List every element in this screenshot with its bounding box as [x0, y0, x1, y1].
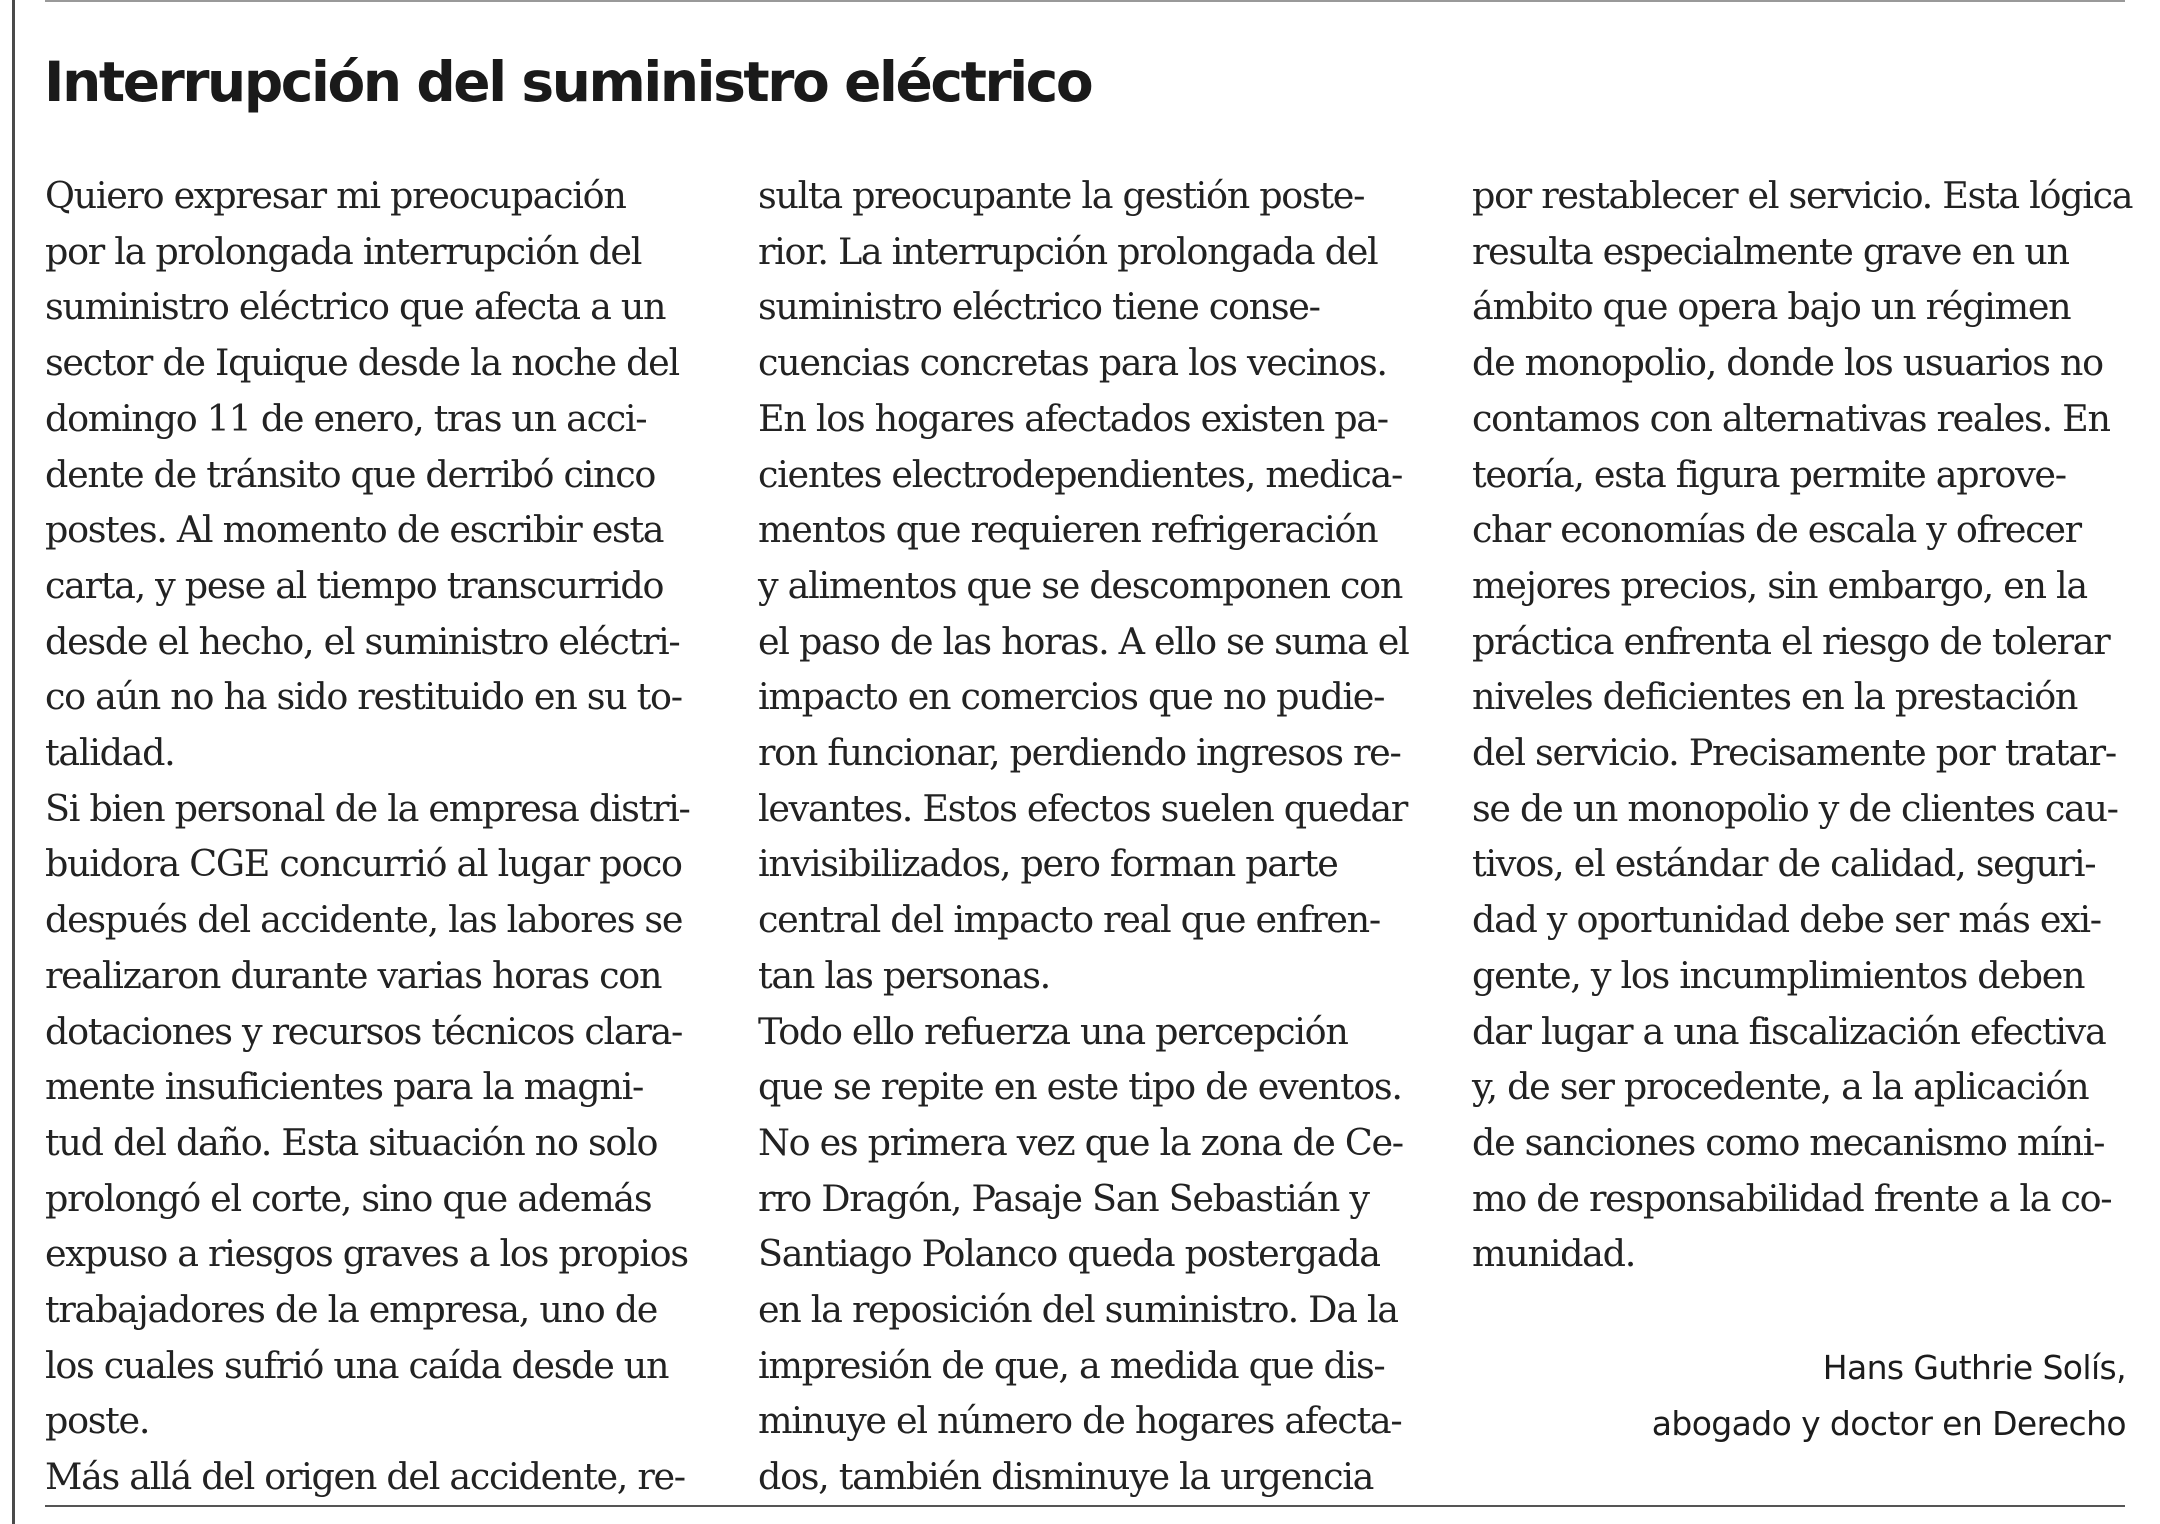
text-line: talidad.	[45, 731, 175, 775]
text-line: domingo 11 de enero, tras un acci-	[45, 396, 647, 440]
text-line: tud del daño. Esta situación no solo	[45, 1120, 658, 1164]
left-frame-border	[12, 0, 15, 1524]
text-line: minuye el número de hogares afecta-	[758, 1399, 1402, 1443]
article-column-3	[1472, 168, 2132, 1282]
text-line: carta, y pese al tiempo transcurrido	[45, 563, 664, 607]
text-line: el paso de las horas. A ello se suma el	[758, 619, 1409, 663]
text-line: dente de tránsito que derribó cinco	[45, 452, 656, 496]
text-line: co aún no ha sido restituido en su to-	[45, 675, 682, 719]
text-line: dotaciones y recursos técnicos clara-	[45, 1009, 682, 1053]
bottom-divider	[45, 1505, 2125, 1507]
text-line: buidora CGE concurrió al lugar poco	[45, 842, 682, 886]
text-line: teoría, esta figura permite aprove-	[1472, 452, 2066, 496]
text-line: cuencias concretas para los vecinos.	[758, 341, 1387, 385]
text-line: mejores precios, sin embargo, en la	[1472, 563, 2087, 607]
text-line: trabajadores de la empresa, uno de	[45, 1288, 658, 1332]
text-line: práctica enfrenta el riesgo de tolerar	[1472, 619, 2110, 663]
text-line: niveles deficientes en la prestación	[1472, 675, 2078, 719]
text-line: desde el hecho, el suministro eléctri-	[45, 619, 680, 663]
top-divider	[45, 0, 2125, 2]
text-line: tivos, el estándar de calidad, seguri-	[1472, 842, 2096, 886]
text-line: Si bien personal de la empresa distri-	[45, 786, 690, 830]
text-line: del servicio. Precisamente por tratar-	[1472, 731, 2116, 775]
text-line: los cuales sufrió una caída desde un	[45, 1343, 669, 1387]
text-line: y alimentos que se descomponen con	[758, 563, 1403, 607]
author-name: Hans Guthrie Solís,	[1822, 1348, 2126, 1387]
text-line: ron funcionar, perdiendo ingresos re-	[758, 731, 1401, 775]
text-line: dar lugar a una fiscalización efectiva	[1472, 1009, 2106, 1053]
text-line: sulta preocupante la gestión poste-	[758, 174, 1365, 217]
text-line: contamos con alternativas reales. En	[1472, 396, 2110, 440]
text-line: tan las personas.	[758, 953, 1050, 997]
text-line: Más allá del origen del accidente, re-	[45, 1455, 685, 1499]
text-line: y, de ser procedente, a la aplicación	[1472, 1065, 2089, 1109]
text-line: resulta especialmente grave en un	[1472, 229, 2069, 273]
text-line: realizaron durante varias horas con	[45, 953, 662, 997]
text-line: mente insuficientes para la magni-	[45, 1065, 644, 1109]
text-line: suministro eléctrico tiene conse-	[758, 285, 1320, 329]
author-role: abogado y doctor en Derecho	[1651, 1404, 2126, 1443]
text-line: mentos que requieren refrigeración	[758, 508, 1378, 552]
text-line: En los hogares afectados existen pa-	[758, 396, 1388, 440]
text-line: dad y oportunidad debe ser más exi-	[1472, 898, 2101, 942]
text-line: se de un monopolio y de clientes cau-	[1472, 786, 2118, 830]
text-line: suministro eléctrico que afecta a un	[45, 285, 666, 329]
text-line: rior. La interrupción prolongada del	[758, 229, 1378, 273]
text-line: que se repite en este tipo de eventos.	[758, 1065, 1402, 1109]
text-line: Santiago Polanco queda postergada	[758, 1232, 1380, 1276]
article-column-1	[45, 168, 695, 1505]
text-line: gente, y los incumplimientos deben	[1472, 953, 2085, 997]
text-line: dos, también disminuye la urgencia	[758, 1455, 1374, 1499]
text-line: rro Dragón, Pasaje San Sebastián y	[758, 1176, 1369, 1220]
text-line: de monopolio, donde los usuarios no	[1472, 341, 2103, 385]
text-line: mo de responsabilidad frente a la co-	[1472, 1176, 2112, 1220]
text-line: postes. Al momento de escribir esta	[45, 508, 664, 552]
text-line: levantes. Estos efectos suelen quedar	[758, 786, 1408, 830]
text-line: ámbito que opera bajo un régimen	[1472, 285, 2071, 329]
text-line: poste.	[45, 1399, 150, 1443]
text-line: impresión de que, a medida que dis-	[758, 1343, 1385, 1387]
article-column-2	[758, 168, 1418, 1505]
text-line: invisibilizados, pero forman parte	[758, 842, 1338, 886]
text-line: de sanciones como mecanismo míni-	[1472, 1120, 2105, 1164]
text-line: Todo ello refuerza una percepción	[758, 1009, 1348, 1053]
text-line: central del impacto real que enfren-	[758, 898, 1380, 942]
text-line: por restablecer el servicio. Esta lógica	[1472, 174, 2133, 217]
article-headline: Interrupción del suministro eléctrico	[44, 50, 1092, 114]
text-line: impacto en comercios que no pudie-	[758, 675, 1385, 719]
text-line: después del accidente, las labores se	[45, 898, 683, 942]
text-line: por la prolongada interrupción del	[45, 229, 642, 273]
text-line: en la reposición del suministro. Da la	[758, 1288, 1398, 1332]
text-line: char economías de escala y ofrecer	[1472, 508, 2081, 552]
text-line: cientes electrodependientes, medica-	[758, 452, 1403, 496]
text-line: prolongó el corte, sino que además	[45, 1176, 652, 1220]
text-line: Quiero expresar mi preocupación	[45, 174, 626, 217]
text-line: expuso a riesgos graves a los propios	[45, 1232, 688, 1276]
text-line: No es primera vez que la zona de Ce-	[758, 1120, 1403, 1164]
text-line: munidad.	[1472, 1232, 1635, 1276]
author-signature	[1652, 1340, 2126, 1452]
text-line: sector de Iquique desde la noche del	[45, 341, 679, 385]
